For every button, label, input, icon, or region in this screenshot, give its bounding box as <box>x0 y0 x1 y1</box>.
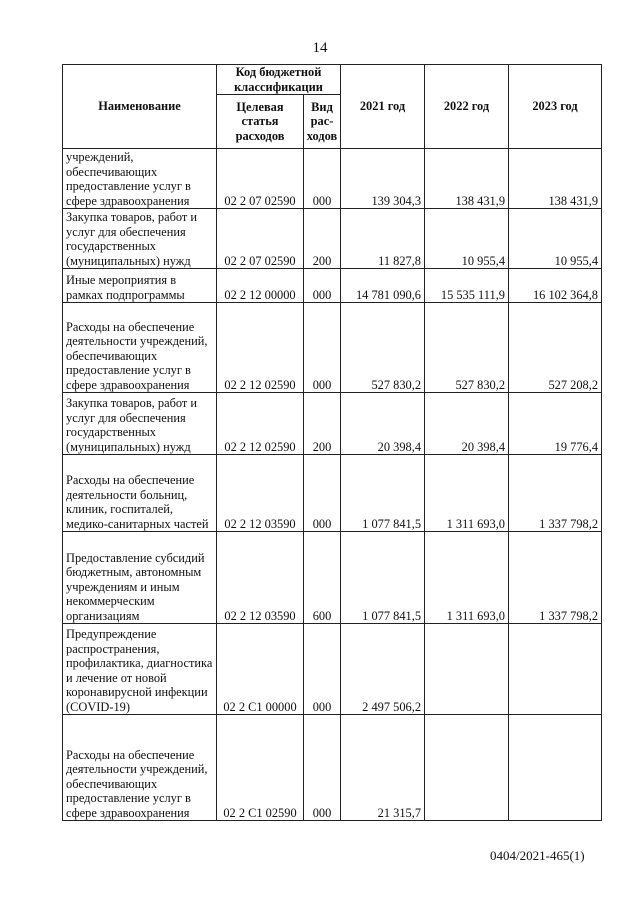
row-value-2023: 10 955,4 <box>509 209 602 269</box>
row-value-2022: 527 830,2 <box>425 303 509 393</box>
table-row <box>63 455 602 532</box>
row-name: учреждений, обеспечивающих предоставление услуг в сфере здравоохранения <box>63 149 217 209</box>
table-row <box>63 532 602 624</box>
row-target-article: 02 2 07 02590 <box>217 209 304 269</box>
row-target-article: 02 2 12 02590 <box>217 303 304 393</box>
row-value-2023: 1 337 798,2 <box>509 532 602 624</box>
row-kind: 000 <box>304 715 341 821</box>
page-number: 14 <box>312 40 328 56</box>
row-target-article: 02 2 12 03590 <box>217 532 304 624</box>
header-kind: Вид рас- ходов <box>304 95 341 149</box>
row-name: Иные мероприятия в рамках подпрограммы <box>63 269 217 303</box>
table-row <box>63 209 602 269</box>
row-target-article: 02 2 12 00000 <box>217 269 304 303</box>
header-year-2022: 2022 год <box>425 65 509 149</box>
header-code-group: Код бюджетной классификации <box>217 65 341 95</box>
row-kind: 000 <box>304 624 341 715</box>
table-row <box>63 715 602 821</box>
row-value-2023 <box>509 715 602 821</box>
row-value-2021: 14 781 090,6 <box>341 269 425 303</box>
row-value-2023: 19 776,4 <box>509 393 602 455</box>
row-value-2021: 527 830,2 <box>341 303 425 393</box>
row-value-2023: 138 431,9 <box>509 149 602 209</box>
row-value-2022: 138 431,9 <box>425 149 509 209</box>
row-kind: 200 <box>304 209 341 269</box>
row-target-article: 02 2 С1 00000 <box>217 624 304 715</box>
header-year-2023: 2023 год <box>509 65 602 149</box>
row-value-2022: 10 955,4 <box>425 209 509 269</box>
row-value-2022: 15 535 111,9 <box>425 269 509 303</box>
row-kind: 200 <box>304 393 341 455</box>
row-value-2023 <box>509 624 602 715</box>
header-target-article: Целевая статья расходов <box>217 95 304 149</box>
header-year-2021: 2021 год <box>341 65 425 149</box>
document-code: 0404/2021-465(1) <box>490 848 585 863</box>
row-name: Предоставление субсидий бюджетным, автономным учреждениям и иным некоммерческим организациям <box>63 532 217 624</box>
row-kind: 000 <box>304 455 341 532</box>
row-target-article: 02 2 12 02590 <box>217 393 304 455</box>
row-value-2021: 139 304,3 <box>341 149 425 209</box>
row-value-2023: 16 102 364,8 <box>509 269 602 303</box>
row-value-2022 <box>425 715 509 821</box>
row-value-2021: 1 077 841,5 <box>341 455 425 532</box>
table-row <box>63 303 602 393</box>
row-target-article: 02 2 07 02590 <box>217 149 304 209</box>
row-value-2021: 1 077 841,5 <box>341 532 425 624</box>
row-name: Расходы на обеспечение деятельности больниц, клиник, госпиталей, медико-санитарных частей <box>63 455 217 532</box>
row-target-article: 02 2 С1 02590 <box>217 715 304 821</box>
table-row <box>63 149 602 209</box>
row-value-2022: 1 311 693,0 <box>425 532 509 624</box>
row-value-2022: 1 311 693,0 <box>425 455 509 532</box>
row-name: Предупреждение распространения, профилактика, диагностика и лечение от новой коронавирусной инфекции (COVID-19) <box>63 624 217 715</box>
row-name: Закупка товаров, работ и услуг для обеспечения государственных (муниципальных) нужд <box>63 393 217 455</box>
table-row <box>63 269 602 303</box>
row-target-article: 02 2 12 03590 <box>217 455 304 532</box>
row-kind: 600 <box>304 532 341 624</box>
budget-table <box>62 64 602 821</box>
row-value-2021: 21 315,7 <box>341 715 425 821</box>
row-kind: 000 <box>304 269 341 303</box>
row-value-2022 <box>425 624 509 715</box>
row-kind: 000 <box>304 303 341 393</box>
row-name: Расходы на обеспечение деятельности учреждений, обеспечивающих предоставление услуг в сфере здравоохранения <box>63 715 217 821</box>
header-name: Наименование <box>63 65 217 149</box>
row-value-2022: 20 398,4 <box>425 393 509 455</box>
table-row <box>63 393 602 455</box>
row-value-2021: 11 827,8 <box>341 209 425 269</box>
row-name: Закупка товаров, работ и услуг для обеспечения государственных (муниципальных) нужд <box>63 209 217 269</box>
row-name: Расходы на обеспечение деятельности учреждений, обеспечивающих предоставление услуг в сфере здравоохранения <box>63 303 217 393</box>
row-kind: 000 <box>304 149 341 209</box>
table-row <box>63 624 602 715</box>
row-value-2021: 2 497 506,2 <box>341 624 425 715</box>
row-value-2021: 20 398,4 <box>341 393 425 455</box>
row-value-2023: 527 208,2 <box>509 303 602 393</box>
row-value-2023: 1 337 798,2 <box>509 455 602 532</box>
